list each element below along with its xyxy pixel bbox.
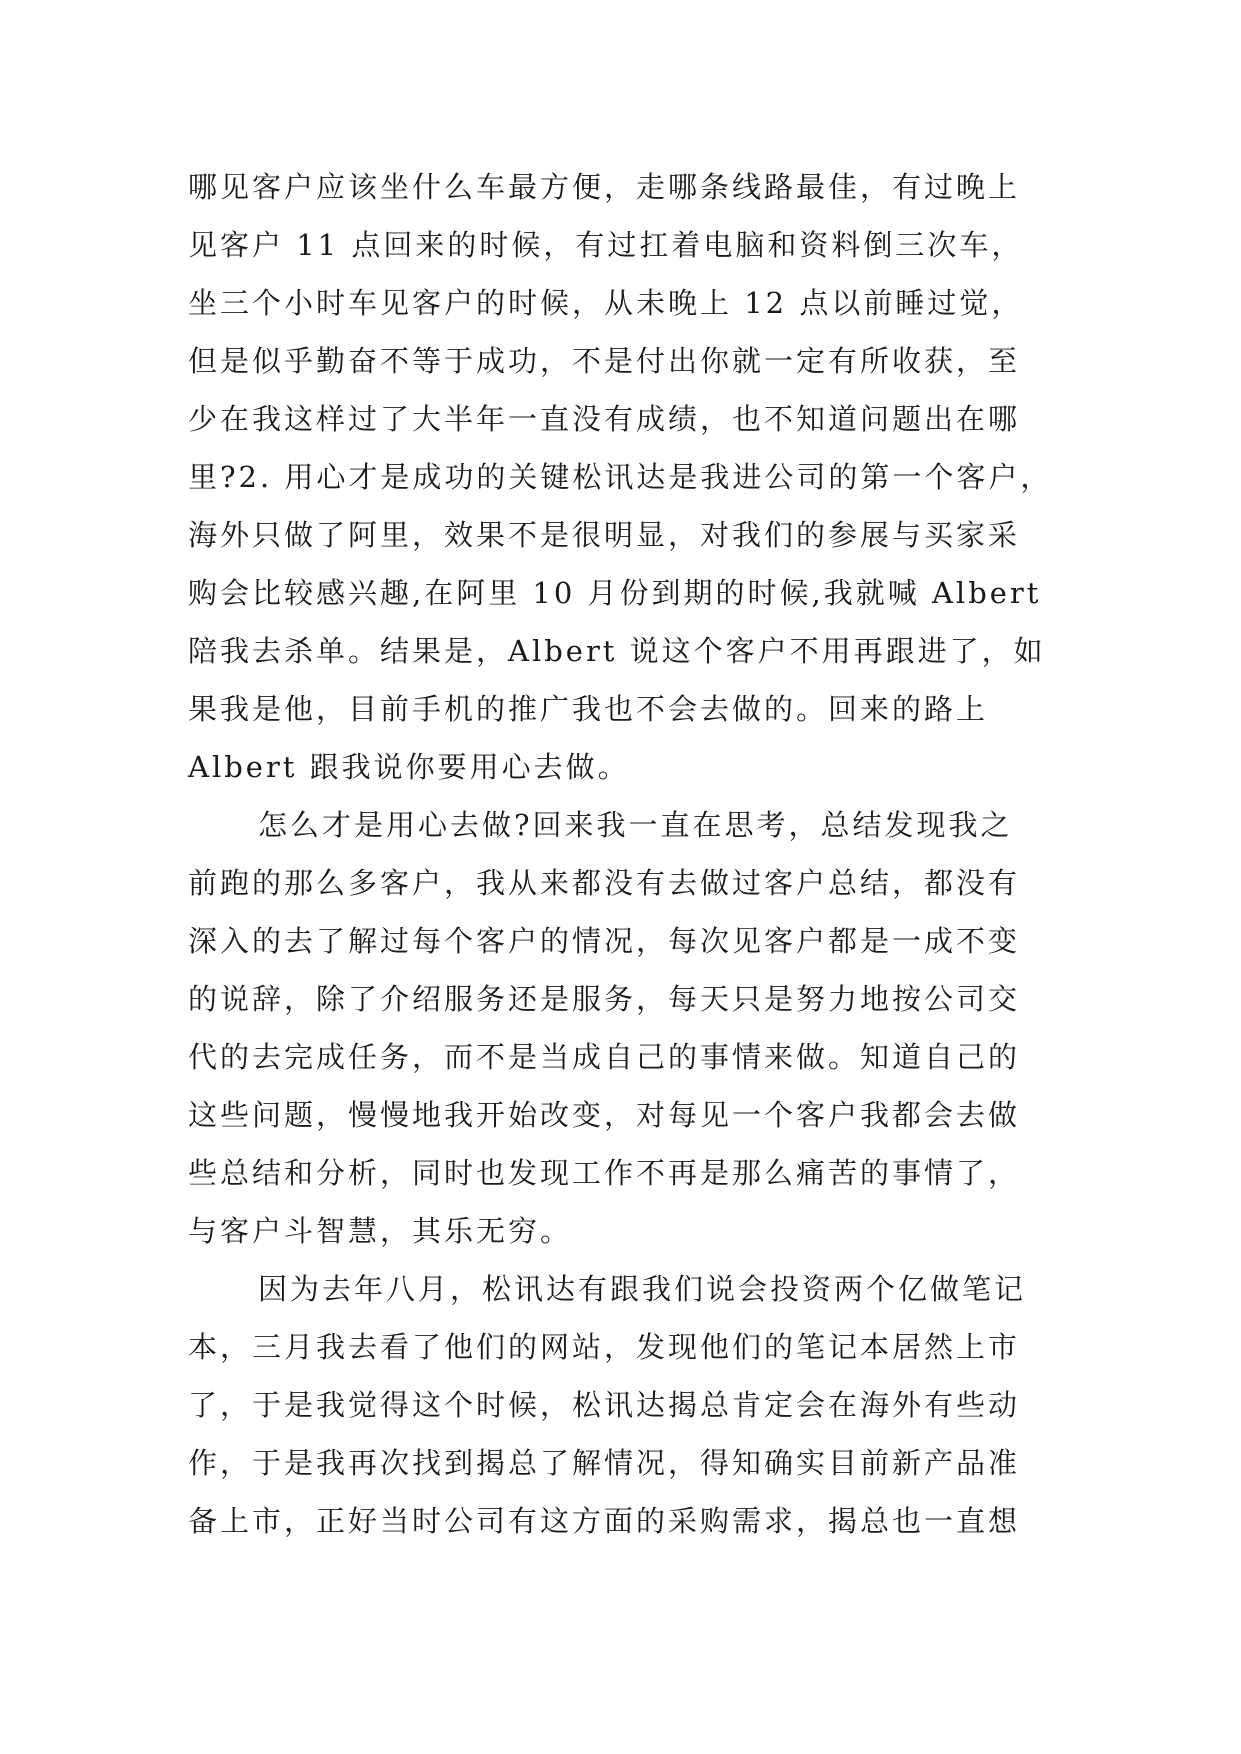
text-line: 少在我这样过了大半年一直没有成绩，也不知道问题出在哪: [188, 402, 1021, 436]
text-line: 与客户斗智慧，其乐无穷。: [188, 1214, 573, 1248]
paragraph-first-line: 怎么才是用心去做?回来我一直在思考，总结发现我之: [258, 808, 1013, 842]
text-line: 深入的去了解过每个客户的情况，每次见客户都是一成不变: [188, 924, 1021, 958]
body-text: [188, 158, 1058, 1550]
text-line: 海外只做了阿里，效果不是很明显，对我们的参展与买家采: [188, 518, 1021, 552]
text-line: 备上市，正好当时公司有这方面的采购需求，揭总也一直想: [188, 1504, 1021, 1538]
text-line: 本，三月我去看了他们的网站，发现他们的笔记本居然上市: [188, 1330, 1021, 1364]
text-line: 前跑的那么多客户，我从来都没有去做过客户总结，都没有: [188, 866, 1021, 900]
text-line: Albert 跟我说你要用心去做。: [188, 750, 630, 784]
text-line: 哪见客户应该坐什么车最方便，走哪条线路最佳，有过晚上: [188, 170, 1021, 204]
text-line: 见客户 11 点回来的时候，有过扛着电脑和资料倒三次车，: [188, 228, 1024, 262]
text-line: 作，于是我再次找到揭总了解情况，得知确实目前新产品准: [188, 1446, 1021, 1480]
text-line: 坐三个小时车见客户的时候，从未晚上 12 点以前睡过觉，: [188, 286, 1024, 320]
text-line: 些总结和分析，同时也发现工作不再是那么痛苦的事情了，: [188, 1156, 1021, 1190]
paragraph-first-line: 因为去年八月，松讯达有跟我们说会投资两个亿做笔记: [258, 1272, 1027, 1306]
text-line: 了，于是我觉得这个时候，松讯达揭总肯定会在海外有些动: [188, 1388, 1021, 1422]
text-line: 但是似乎勤奋不等于成功，不是付出你就一定有所收获，至: [188, 344, 1021, 378]
text-line: 果我是他，目前手机的推广我也不会去做的。回来的路上: [188, 692, 989, 726]
text-line: 陪我去杀单。结果是，Albert 说这个客户不用再跟进了，如: [188, 634, 1046, 668]
text-line: 的说辞，除了介绍服务还是服务，每天只是努力地按公司交: [188, 982, 1021, 1016]
text-line: 购会比较感兴趣,在阿里 10 月份到期的时候,我就喊 Albert: [188, 576, 1042, 610]
text-line: 里?2. 用心才是成功的关键松讯达是我进公司的第一个客户，: [188, 460, 1053, 494]
text-line: 这些问题，慢慢地我开始改变，对每见一个客户我都会去做: [188, 1098, 1021, 1132]
text-line: 代的去完成任务，而不是当成自己的事情来做。知道自己的: [188, 1040, 1021, 1074]
